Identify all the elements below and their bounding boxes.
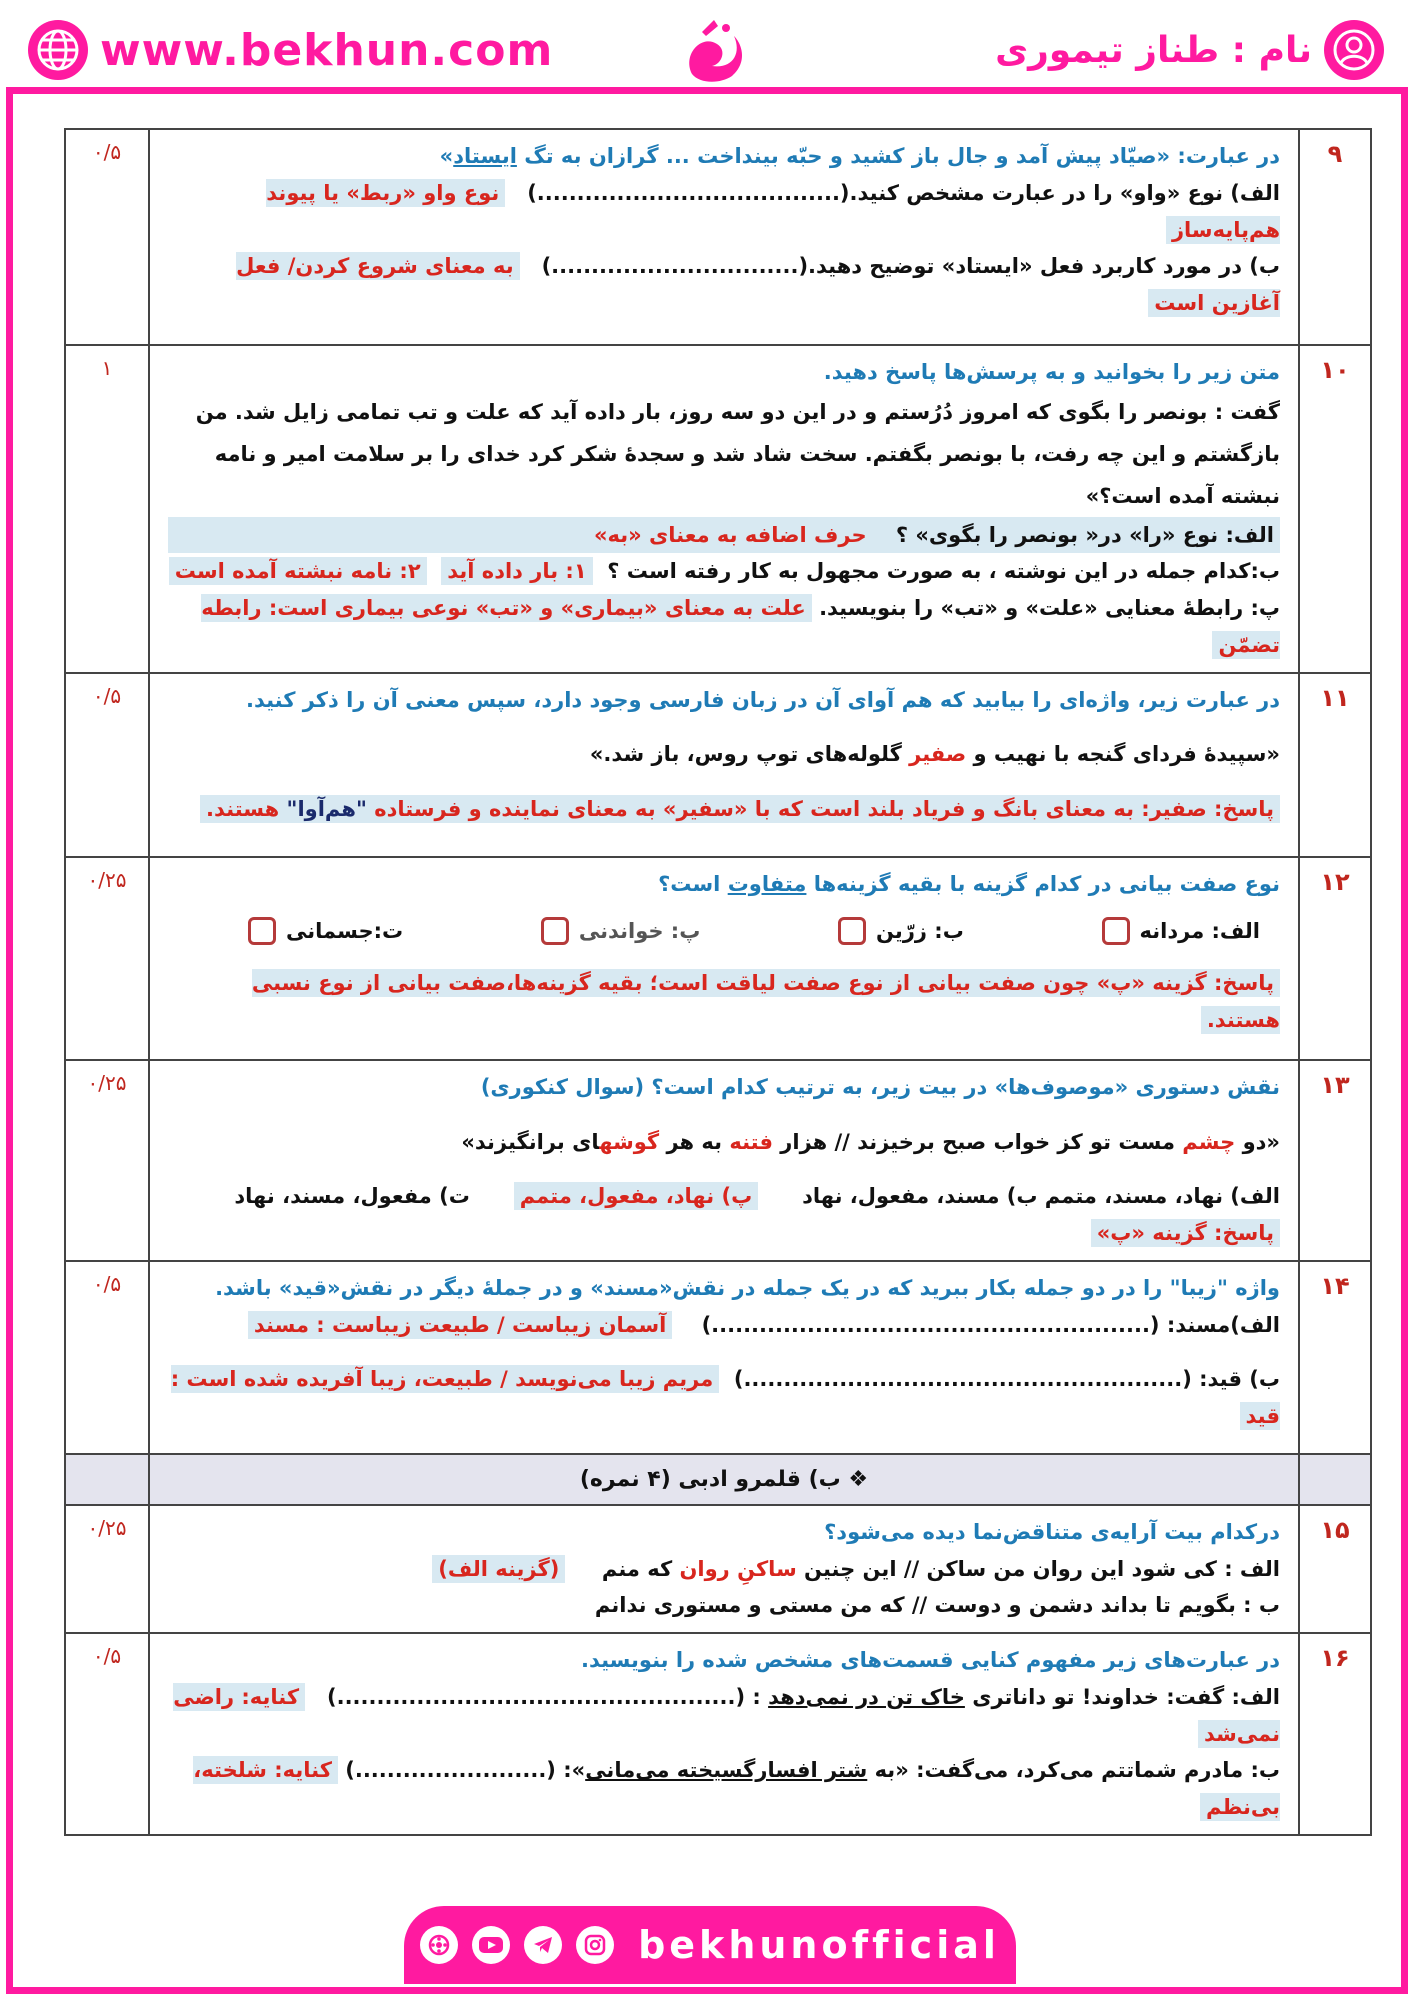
question-content <box>149 1505 1299 1633</box>
sub-question <box>168 1551 1280 1588</box>
answer-text: پاسخ: گزینه «پ» چون صفت بیانی از نوع صفت لیاقت است؛ بقیه گزینه‌ها،صفت بیانی از نوع نسبی هستند. <box>251 971 1280 1032</box>
verse-text: به هر <box>659 1129 730 1154</box>
user-icon <box>1324 20 1384 80</box>
option-label: ت:جسمانی <box>286 918 404 943</box>
underlined-word: ایستاد <box>453 144 517 168</box>
quote-text: «سپیدهٔ فردای گنجه با نهیب و <box>966 742 1280 767</box>
question-number: ۱۴ <box>1299 1261 1371 1454</box>
question-row <box>65 345 1371 673</box>
option-label: پ: خواندنی <box>578 918 701 943</box>
youtube-icon[interactable] <box>472 1926 510 1964</box>
section-heading: ❖ ب) قلمرو ادبی (۴ نمره) <box>149 1454 1299 1505</box>
answer: به معنای شروع کردن/ فعل آغازین است <box>236 254 1280 315</box>
question-score: ۰/۲۵ <box>65 1505 149 1633</box>
answer: نوع واو «ربط» یا پیوند هم‌پایه‌ساز <box>266 180 1280 242</box>
question-number: ۱۵ <box>1299 1505 1371 1633</box>
page-header <box>6 6 1408 94</box>
question-content <box>149 857 1299 1060</box>
sub-question-text: ب) قید: (.......................................................) <box>733 1367 1280 1392</box>
question-content <box>149 673 1299 857</box>
question-score: ۰/۵ <box>65 129 149 345</box>
highlighted-word: چشم <box>1182 1129 1236 1154</box>
question-row <box>65 1261 1371 1454</box>
question-number: ۹ <box>1299 129 1371 345</box>
option-label: الف: مردانه <box>1139 918 1260 943</box>
checkbox[interactable] <box>541 917 569 945</box>
checkbox[interactable] <box>838 917 866 945</box>
telegram-icon[interactable] <box>524 1926 562 1964</box>
choice-text: الف) نهاد، مسند، متمم ب) مسند، مفعول، نهاد <box>802 1184 1280 1209</box>
sub-question-text: الف: نوع «را» در« بونصر را بگوی» ؟ <box>895 522 1274 547</box>
question-prompt: واژه "زیبا" را در دو جمله بکار ببرید که در یک جمله در نقش«مسند» و در جملهٔ دیگر در نقش«قید» باشد. <box>215 1275 1280 1300</box>
checkbox[interactable] <box>248 917 276 945</box>
exam-table <box>64 128 1372 1836</box>
question-row <box>65 129 1371 345</box>
name-label: نام : طناز تیموری <box>995 29 1312 71</box>
sub-question-text: ب: مادرم شماتتم می‌کرد، می‌گفت: «به <box>867 1758 1280 1783</box>
answer-text: پاسخ: گزینه «پ» <box>1091 1219 1280 1247</box>
question-number: ۱۱ <box>1299 673 1371 857</box>
sub-question-text: ب) در مورد کاربرد فعل «ایستاد» توضیح دهید.(...............................) <box>541 254 1280 279</box>
sub-question <box>168 1307 1280 1344</box>
question-content <box>149 345 1299 673</box>
sub-question-text: پ: رابطهٔ معنایی «علت» و «تب» را بنویسید. <box>819 596 1280 620</box>
question-row <box>65 1633 1371 1835</box>
question-number: ۱۶ <box>1299 1633 1371 1835</box>
question-score: ۰/۵ <box>65 1633 149 1835</box>
verse <box>168 1124 1280 1161</box>
highlighted-word: فتنه <box>729 1129 773 1154</box>
question-score: ۰/۲۵ <box>65 857 149 1060</box>
section-row <box>65 1454 1371 1505</box>
choices <box>168 1178 1280 1215</box>
answer-term: "هم‌آوا" <box>286 797 367 821</box>
student-name <box>995 20 1384 80</box>
social-footer <box>404 1906 1016 1984</box>
question-row <box>65 1060 1371 1261</box>
instagram-icon[interactable] <box>576 1926 614 1964</box>
sub-question-text: الف) نوع «واو» را در عبارت مشخص کنید.(......................................) <box>527 180 1280 205</box>
question-content <box>149 1633 1299 1835</box>
question-content <box>149 129 1299 345</box>
sub-question <box>168 1361 1280 1435</box>
answer: مریم زیبا می‌نویسد / طبیعت، زیبا آفریده شده است : قید <box>170 1367 1280 1428</box>
option-label: ب: زرّین <box>876 918 964 943</box>
sub-question-text: »: (........................) <box>345 1758 586 1783</box>
sub-question-text: : (..................................................) <box>327 1684 769 1709</box>
question-score: ۱ <box>65 345 149 673</box>
highlighted-word: گوشه <box>599 1129 660 1154</box>
answer: ۲: نامه نبشته آمده است <box>169 557 427 585</box>
bekhun-logo <box>672 14 756 90</box>
option-a[interactable] <box>1102 913 1260 950</box>
question-score: ۰/۵ <box>65 1261 149 1454</box>
verse-text: «دو <box>1235 1129 1280 1154</box>
prompt-text: در عبارت: «صیّاد پیش آمد و جال باز کشید و حبّه بینداخت ... گرازان به تگ <box>516 144 1280 168</box>
verse-text: مست تو کز خواب صبح برخیزند // هزار <box>772 1129 1183 1154</box>
quote <box>168 736 1280 773</box>
question-prompt: متن زیر را بخوانید و به پرسش‌ها پاسخ دهید. <box>823 359 1280 384</box>
answer: آسمان زیباست / طبیعت زیباست : مسند <box>248 1311 672 1339</box>
passage: گفت : بونصر را بگوی که امروز دُرُستم و در این دو سه روز، بار داده آید که علت و تب تمامی زایل شد. من بازگشتم و این چه رفت، با بونصر بگفتم. سخت شاد شد و سجدهٔ شکر کرد خدای را بر سلامت امیر و نامه نبشته آمده است؟» <box>195 399 1280 508</box>
question-prompt: در عبارت‌های زیر مفهوم کنایی قسمت‌های مشخص شده را بنویسید. <box>580 1648 1280 1672</box>
question-prompt: درکدام بیت آرایه‌ی متناقض‌نما دیده می‌شود؟ <box>824 1519 1280 1544</box>
sub-question <box>168 175 1280 249</box>
sub-question <box>168 248 1280 322</box>
answer: کنایه: راضی نمی‌شد <box>173 1684 1280 1746</box>
sub-question-text: الف: گفت: خداوند! تو داناتری <box>964 1684 1280 1709</box>
globe-icon <box>28 20 88 80</box>
question-content <box>149 1060 1299 1261</box>
sub-question <box>168 1752 1280 1826</box>
answer: ۱: بار داده آید <box>441 557 592 585</box>
website-link[interactable] <box>28 20 553 80</box>
website-url: www.bekhun.com <box>100 24 554 76</box>
question-prompt <box>168 138 1280 175</box>
question-row <box>65 673 1371 857</box>
verse-text: ای برانگیزند» <box>461 1129 600 1154</box>
sub-question <box>168 553 1280 590</box>
question-number: ۱۲ <box>1299 857 1371 1060</box>
question-prompt <box>168 866 1280 903</box>
question-score: ۰/۵ <box>65 673 149 857</box>
underlined-phrase: خاک تن در نمی‌دهد <box>768 1684 965 1709</box>
question-number: ۱۰ <box>1299 345 1371 673</box>
sub-question <box>168 517 1280 554</box>
sub-question: ب : بگویم تا بداند دشمن و دوست // که من مستی و مستوری ندانم <box>594 1593 1280 1618</box>
highlighted-word: صفیر <box>909 742 967 767</box>
correct-choice: پ) نهاد، مفعول، متمم <box>514 1182 758 1210</box>
answer-text: هستند. <box>206 797 287 821</box>
quote-text: گلوله‌های توپ روس، باز شد.» <box>589 742 910 767</box>
option-c[interactable] <box>541 913 700 950</box>
question-content <box>149 1261 1299 1454</box>
answer: حرف اضافه به معنای «به» <box>593 522 867 547</box>
sub-question <box>168 590 1280 664</box>
question-number: ۱۳ <box>1299 1060 1371 1261</box>
checkbox[interactable] <box>1102 917 1130 945</box>
social-handle[interactable]: bekhunofficial <box>638 1923 1000 1967</box>
question-prompt: نقش دستوری «موصوف‌ها» در بیت زیر، به ترتیب کدام است؟ (سوال کنکوری) <box>480 1074 1280 1099</box>
podcast-icon[interactable] <box>420 1926 458 1964</box>
highlighted-word: ساکنِ روان <box>679 1556 797 1581</box>
sub-question-text: ب:کدام جمله در این نوشته ، به صورت مجهول به کار رفته است ؟ <box>607 559 1280 584</box>
answer <box>168 1215 1280 1252</box>
question-score: ۰/۲۵ <box>65 1060 149 1261</box>
question-prompt: در عبارت زیر، واژه‌ای را بیابید که هم آوای آن در زبان فارسی وجود دارد، سپس معنی آن را ذکر کنید. <box>245 687 1280 712</box>
verse-text: الف : کی شود این روان من ساکن // این چنین <box>796 1556 1280 1581</box>
underlined-phrase: شتر افسارگسیخته می‌مانی <box>585 1758 868 1783</box>
question-row <box>65 857 1371 1060</box>
prompt-text: است؟ <box>658 871 728 896</box>
option-b[interactable] <box>838 913 964 950</box>
prompt-text: نوع صفت بیانی در کدام گزینه با بقیه گزینه‌ها <box>806 871 1280 896</box>
sub-question <box>168 1679 1280 1753</box>
choice-text: ت) مفعول، مسند، نهاد <box>234 1184 470 1209</box>
answer-text: پاسخ: صفیر: به معنای بانگ و فریاد بلند است که با «سفیر» به معنای نماینده و فرستاده <box>366 797 1274 821</box>
answer: کنایه: شلخته، بی‌نظم <box>193 1758 1280 1819</box>
answer <box>168 959 1280 1039</box>
question-row <box>65 1505 1371 1633</box>
answer: علت به معنای «بیماری» و «تب» نوعی بیماری است: رابطه تضمّن <box>201 596 1280 657</box>
underlined-word: متفاوت <box>727 871 807 896</box>
sub-question-text: الف)مسند: (.......................................................) <box>701 1312 1280 1337</box>
answer: (گزینه الف) <box>432 1555 565 1583</box>
verse-text: که منم <box>601 1556 680 1581</box>
options <box>168 903 1280 960</box>
prompt-text: » <box>439 144 454 168</box>
option-d[interactable] <box>248 913 403 950</box>
answer <box>168 791 1280 828</box>
